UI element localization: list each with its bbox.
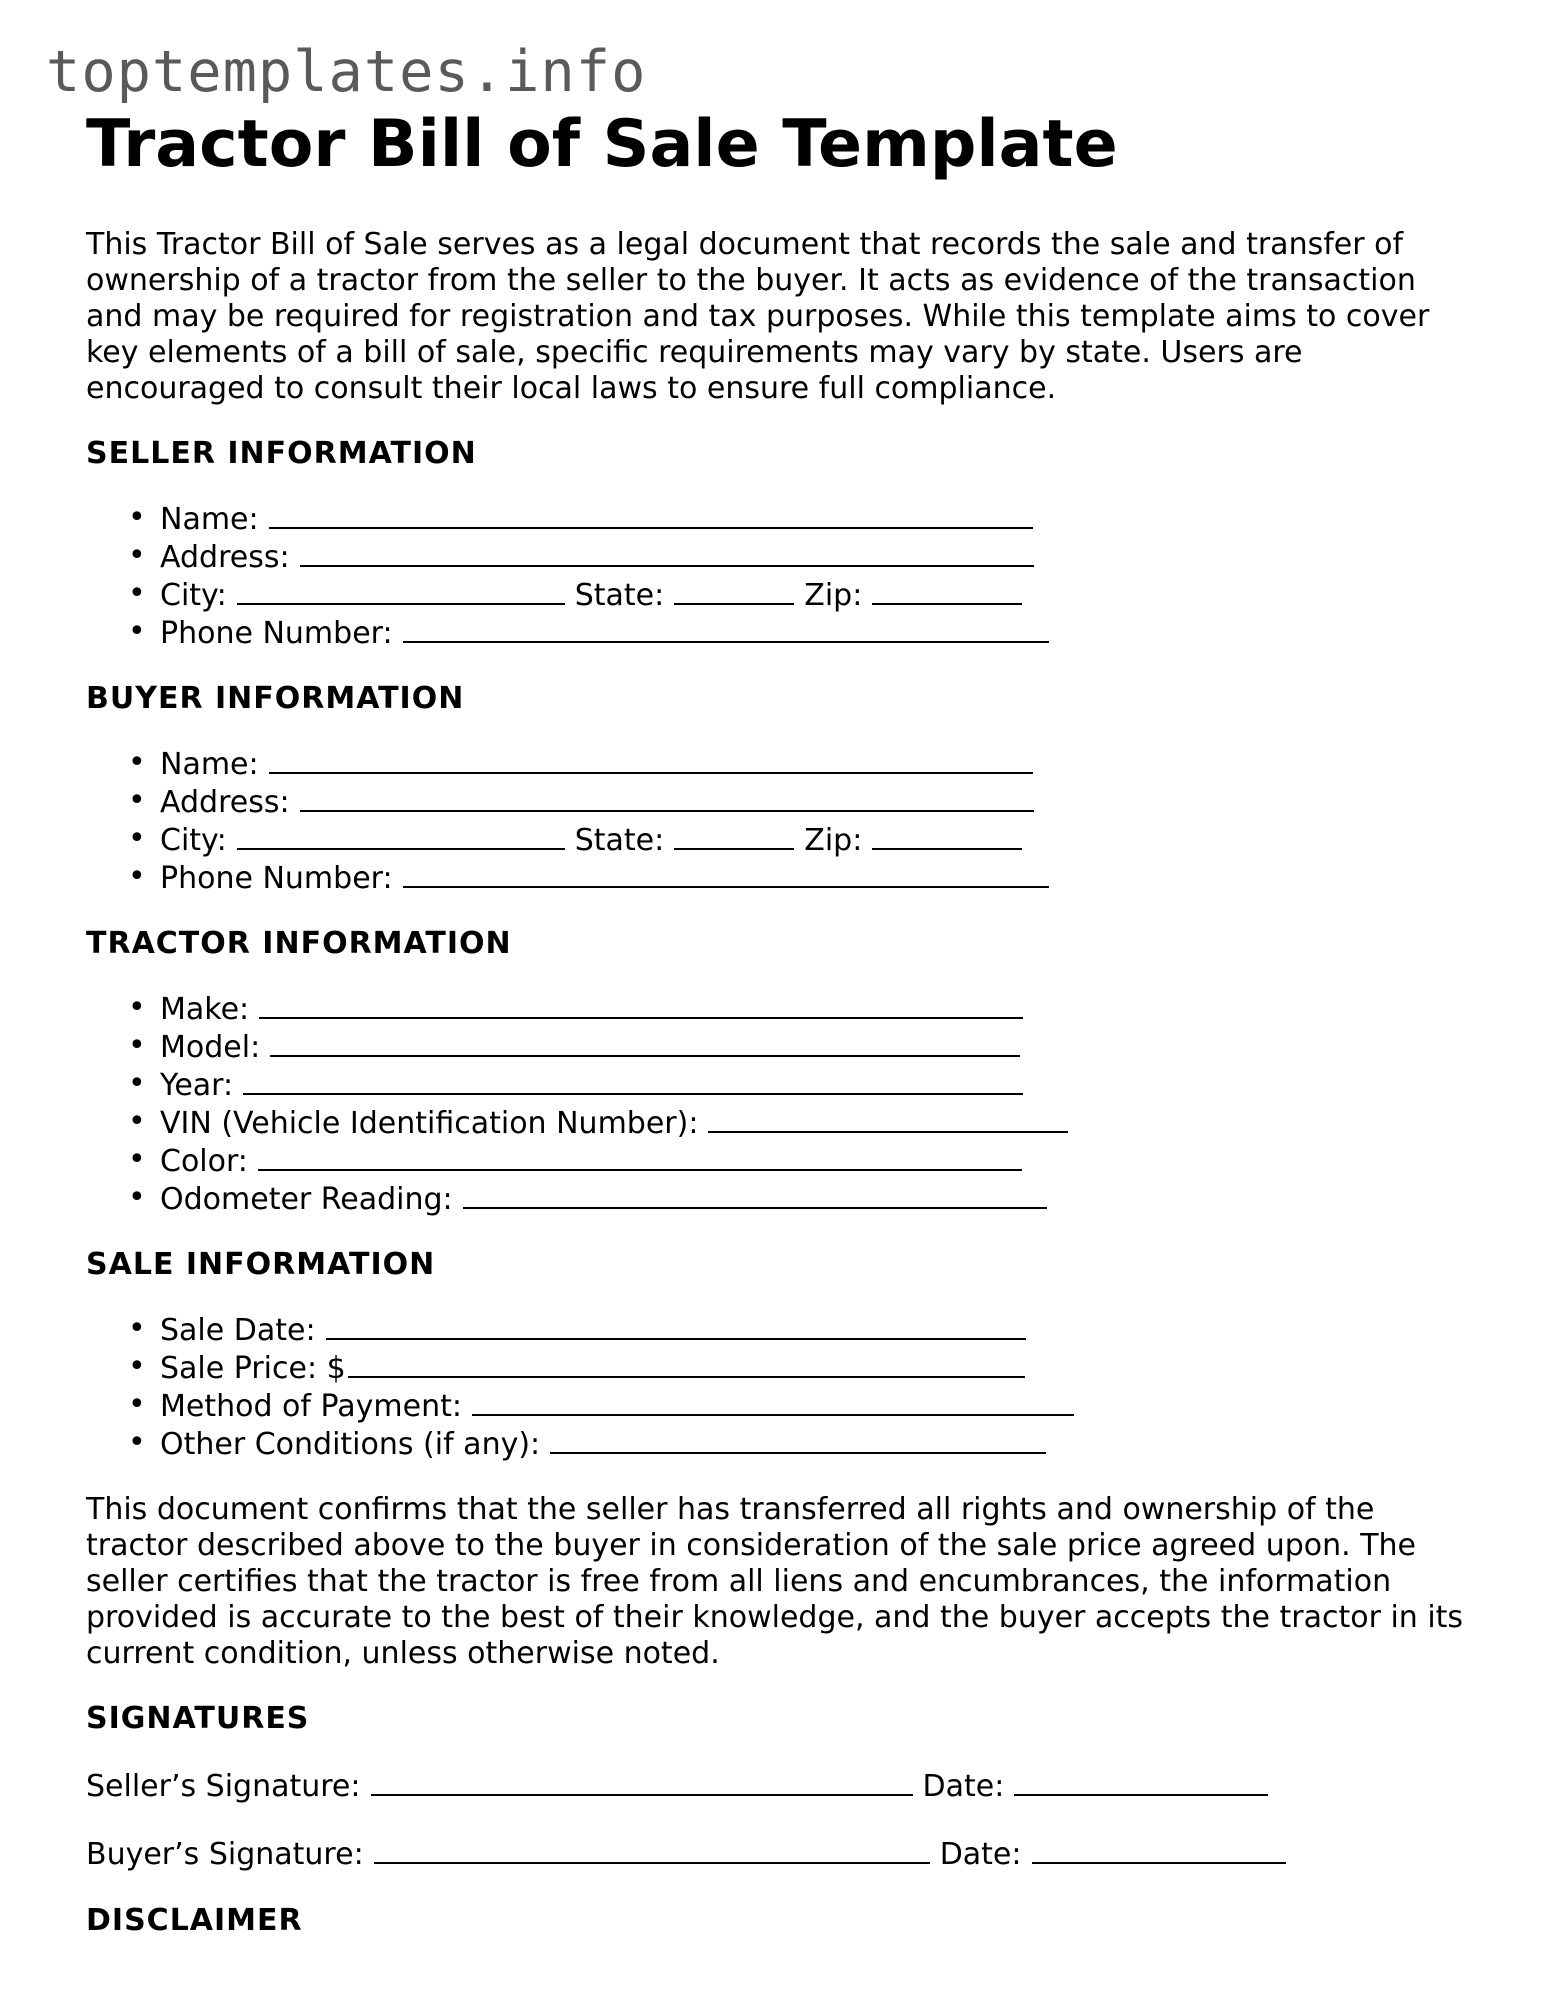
tractor-year-row: [160, 1066, 1466, 1104]
tractor-odometer-label: Odometer Reading:: [160, 1181, 453, 1217]
tractor-fields: [86, 990, 1466, 1218]
tractor-make-field[interactable]: [259, 990, 1023, 1019]
seller-address-label: Address:: [160, 539, 290, 575]
intro-paragraph: This Tractor Bill of Sale serves as a legal document that records the sale and transfer of ownership of a tractor from the seller to the buyer. It acts as evidence of the transaction and may be required for registration and tax purposes. While this template aims to cover key elements of a bill of sale, specific requirements may vary by state. Users are encouraged to consult their local laws to ensure full compliance.: [86, 226, 1430, 406]
buyer-address-row: [160, 783, 1466, 821]
buyer-signature-row: [86, 1835, 1466, 1873]
buyer-name-field[interactable]: [269, 745, 1033, 774]
tractor-year-field[interactable]: [243, 1066, 1023, 1095]
seller-date-field[interactable]: [1014, 1767, 1268, 1796]
buyer-phone-field[interactable]: [403, 859, 1049, 888]
buyer-address-field[interactable]: [300, 783, 1034, 812]
seller-signature-row: [86, 1767, 1466, 1805]
tractor-vin-field[interactable]: [708, 1104, 1068, 1133]
tractor-make-label: Make:: [160, 991, 250, 1027]
tractor-odometer-field[interactable]: [463, 1180, 1047, 1209]
tractor-color-field[interactable]: [258, 1142, 1022, 1171]
buyer-zip-field[interactable]: [872, 821, 1022, 850]
tractor-color-label: Color:: [160, 1143, 248, 1179]
tractor-heading: TRACTOR INFORMATION: [86, 925, 512, 961]
buyer-state-field[interactable]: [674, 821, 794, 850]
seller-zip-field[interactable]: [872, 576, 1022, 605]
confirmation-paragraph: This document confirms that the seller has transferred all rights and ownership of the tractor described above to the buyer in consideration of the sale price agreed upon. The seller certifies that the tractor is free from all liens and encumbrances, the information provided is accurate to the best of their knowledge, and the buyer accepts the tractor in its current condition, unless otherwise noted.: [86, 1491, 1464, 1671]
buyer-zip-label: Zip:: [804, 822, 863, 858]
buyer-signature-label: Buyer’s Signature:: [86, 1836, 364, 1872]
seller-zip-label: Zip:: [804, 577, 863, 613]
buyer-fields: [86, 745, 1466, 897]
tractor-make-row: [160, 990, 1466, 1028]
buyer-name-label: Name:: [160, 746, 259, 782]
buyer-date-field[interactable]: [1032, 1835, 1286, 1864]
sale-price-label: Sale Price: $: [160, 1350, 346, 1386]
sale-payment-label: Method of Payment:: [160, 1388, 462, 1424]
site-watermark: toptemplates.info: [46, 39, 647, 105]
seller-fields: [86, 500, 1466, 652]
tractor-model-field[interactable]: [270, 1028, 1020, 1057]
tractor-odometer-row: [160, 1180, 1466, 1218]
buyer-city-row: [160, 821, 1466, 859]
buyer-city-field[interactable]: [237, 821, 565, 850]
sale-conditions-row: [160, 1425, 1466, 1463]
sale-payment-row: [160, 1387, 1466, 1425]
seller-city-label: City:: [160, 577, 227, 613]
sale-conditions-field[interactable]: [550, 1425, 1046, 1454]
sale-date-field[interactable]: [326, 1311, 1026, 1340]
sale-date-row: [160, 1311, 1466, 1349]
buyer-date-label: Date:: [939, 1836, 1022, 1872]
buyer-phone-label: Phone Number:: [160, 860, 393, 896]
seller-phone-row: [160, 614, 1466, 652]
sale-fields: [86, 1311, 1466, 1463]
seller-city-field[interactable]: [237, 576, 565, 605]
buyer-address-label: Address:: [160, 784, 290, 820]
buyer-city-label: City:: [160, 822, 227, 858]
tractor-year-label: Year:: [160, 1067, 234, 1103]
seller-address-field[interactable]: [300, 538, 1034, 567]
seller-city-row: [160, 576, 1466, 614]
buyer-heading: BUYER INFORMATION: [86, 680, 465, 716]
seller-heading: SELLER INFORMATION: [86, 435, 477, 471]
seller-name-label: Name:: [160, 501, 259, 537]
seller-address-row: [160, 538, 1466, 576]
sale-conditions-label: Other Conditions (if any):: [160, 1426, 541, 1462]
seller-phone-field[interactable]: [403, 614, 1049, 643]
buyer-signature-field[interactable]: [374, 1835, 930, 1864]
sale-date-label: Sale Date:: [160, 1312, 316, 1348]
signatures-heading: SIGNATURES: [86, 1700, 310, 1736]
seller-state-label: State:: [574, 577, 665, 613]
sale-price-row: [160, 1349, 1466, 1387]
seller-signature-field[interactable]: [371, 1767, 913, 1796]
buyer-phone-row: [160, 859, 1466, 897]
tractor-vin-row: [160, 1104, 1466, 1142]
sale-price-field[interactable]: [348, 1349, 1025, 1378]
document-page: [86, 108, 1466, 1939]
seller-date-label: Date:: [922, 1768, 1005, 1804]
page-title: Tractor Bill of Sale Template: [86, 107, 1118, 182]
seller-name-row: [160, 500, 1466, 538]
seller-name-field[interactable]: [269, 500, 1033, 529]
seller-signature-label: Seller’s Signature:: [86, 1768, 361, 1804]
buyer-state-label: State:: [574, 822, 665, 858]
tractor-color-row: [160, 1142, 1466, 1180]
sale-payment-field[interactable]: [472, 1387, 1074, 1416]
buyer-name-row: [160, 745, 1466, 783]
tractor-model-label: Model:: [160, 1029, 261, 1065]
seller-state-field[interactable]: [674, 576, 794, 605]
disclaimer-heading: DISCLAIMER: [86, 1902, 303, 1938]
tractor-model-row: [160, 1028, 1466, 1066]
tractor-vin-label: VIN (Vehicle Identification Number):: [160, 1105, 699, 1141]
seller-phone-label: Phone Number:: [160, 615, 393, 651]
sale-heading: SALE INFORMATION: [86, 1246, 436, 1282]
